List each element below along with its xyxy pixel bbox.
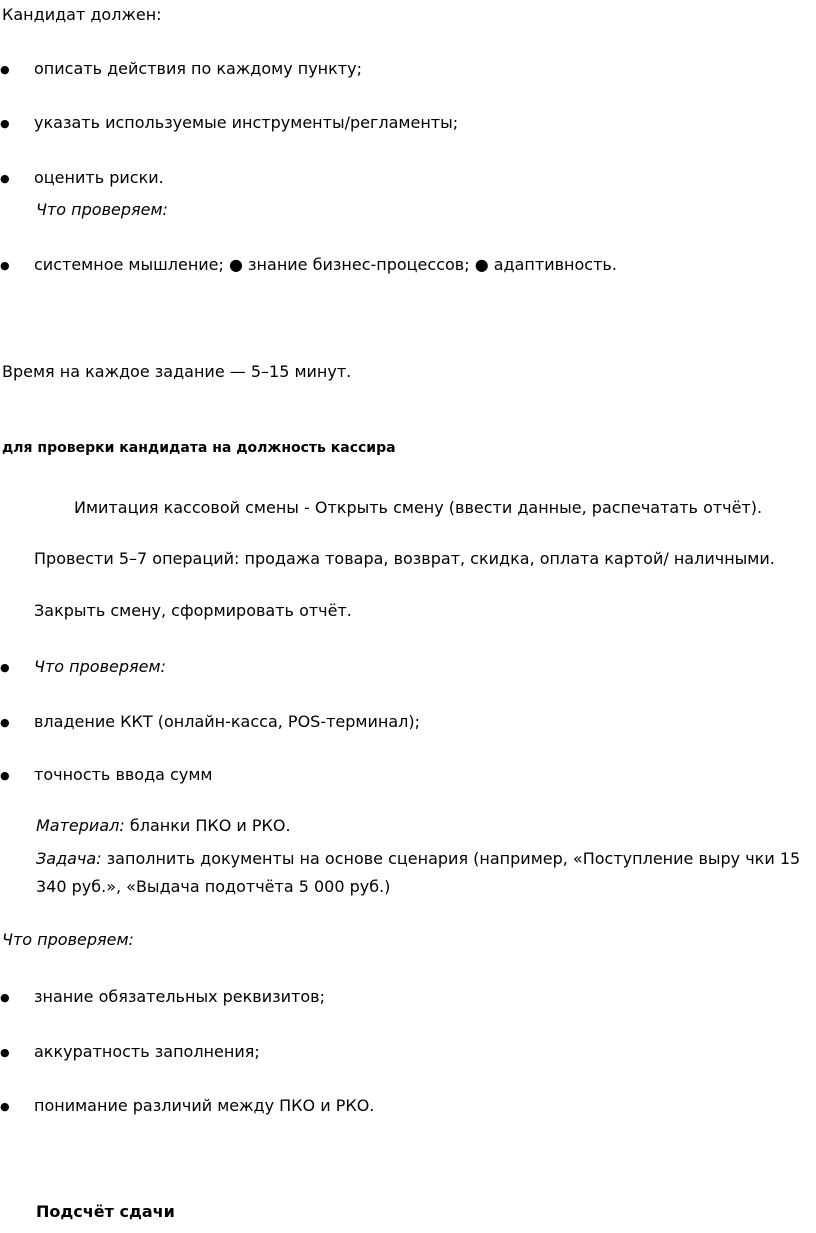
task-line	[36, 848, 800, 870]
bullet-icon: ●	[0, 661, 10, 674]
check-label: Что проверяем:	[2, 930, 134, 949]
task-line-continued: 340 руб.», «Выдача подотчёта 5 000 руб.)	[36, 877, 391, 896]
bullet-icon: ●	[0, 172, 10, 185]
material-text: бланки ПКО и РКО.	[129, 816, 291, 835]
bullet-icon: ●	[0, 991, 10, 1004]
section-heading: Подсчёт сдачи	[36, 1202, 175, 1221]
bullet-icon: ●	[0, 1046, 10, 1059]
bullet-icon: ●	[0, 259, 10, 272]
paragraph-line: Закрыть смену, сформировать отчёт.	[34, 601, 352, 620]
list-item: аккуратность заполнения;	[34, 1042, 260, 1061]
list-item: точность ввода сумм	[34, 765, 213, 784]
list-item: знание обязательных реквизитов;	[34, 987, 325, 1006]
section-heading: для проверки кандидата на должность кассира	[2, 440, 396, 456]
bullet-icon: ●	[0, 1100, 10, 1113]
bullet-icon: ●	[0, 117, 10, 130]
bullet-icon: ●	[0, 769, 10, 782]
list-item: владение ККТ (онлайн-касса, POS-терминал);	[34, 712, 421, 731]
task-text: заполнить документы на основе сценария (например, «Поступление выру чки 15	[106, 849, 801, 868]
check-label: Что проверяем:	[34, 657, 166, 676]
list-item: указать используемые инструменты/регламенты;	[34, 113, 459, 132]
task-label: Задача:	[36, 849, 102, 868]
time-note: Время на каждое задание — 5–15 минут.	[2, 362, 352, 381]
paragraph-line: Провести 5–7 операций: продажа товара, возврат, скидка, оплата картой/ наличными.	[34, 549, 775, 568]
bullet-icon: ●	[0, 716, 10, 729]
material-label: Материал:	[36, 816, 125, 835]
paragraph-line: Имитация кассовой смены - Открыть смену (ввести данные, распечатать отчёт).	[74, 498, 763, 517]
list-item: понимание различий между ПКО и РКО.	[34, 1096, 375, 1115]
bullet-icon: ●	[0, 63, 10, 76]
intro-text: Кандидат должен:	[2, 5, 162, 24]
material-line	[36, 815, 291, 837]
check-label: Что проверяем:	[36, 200, 168, 219]
list-item: системное мышление; ● знание бизнес-процессов; ● адаптивность.	[34, 255, 617, 274]
list-item: описать действия по каждому пункту;	[34, 59, 362, 78]
list-item: оценить риски.	[34, 168, 164, 187]
